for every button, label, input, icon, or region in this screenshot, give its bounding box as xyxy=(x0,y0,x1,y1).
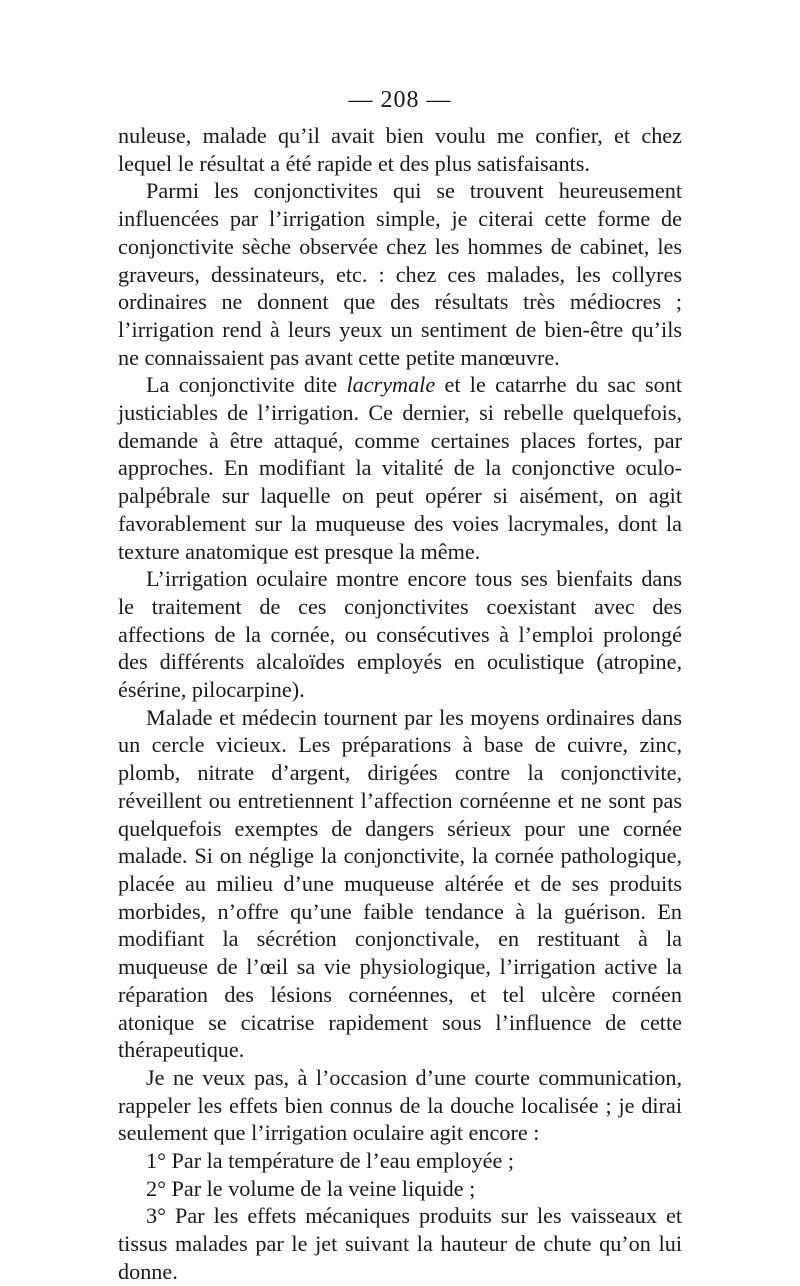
italic-term: lacrymale xyxy=(346,372,436,398)
paragraph-text-after-italic: et le catarrhe du sac sont justiciables de l’irrigation. Ce dernier, si rebelle quelquefois, demande à être attaqué, comme certaines places fortes, par approches. En modifiant la vitalité de la conjonctive oculo-palpébrale sur laquelle on peut opérer si aisément, on agit favorablement sur la muqueuse des voies lacrymales, dont la texture anatomique est presque la même. xyxy=(118,372,682,564)
page-body xyxy=(118,86,682,1286)
paragraph-continuation: nuleuse, malade qu’il avait bien voulu me confier, et chez lequel le résultat a été rapide et des plus satisfaisants. xyxy=(118,123,682,176)
paragraph-affections-cornee: L’irrigation oculaire montre encore tous ses bienfaits dans le traitement de ces conjonctivites coexistant avec des affections de la cornée, ou consécutives à l’emploi prolongé des différents alcaloïdes employés en oculistique (atropine, ésérine, pilocarpine). xyxy=(118,566,682,703)
paragraph-conjonctivite-seche: Parmi les conjonctivites qui se trouvent heureusement influencées par l’irrigation simple, je citerai cette forme de conjonctivite sèche observée chez les hommes de cabinet, les graveurs, dessinateurs, etc. : chez ces malades, les collyres ordinaires ne donnent que des résultats très médiocres ; l’irrigation rend à leurs yeux un sentiment de bien-être qu’ils ne connaissaient pas avant cette petite manœuvre. xyxy=(118,178,682,370)
paragraph-text-before-italic: La conjonctivite dite xyxy=(146,372,347,398)
paragraph-cercle-vicieux: Malade et médecin tournent par les moyens ordinaires dans un cercle vicieux. Les préparations à base de cuivre, zinc, plomb, nitrate d’argent, dirigées contre la conjonctivite, réveillent ou entretiennent l’affection cornéenne et ne sont pas quelquefois exemptes de dangers sérieux pour une cornée malade. Si on néglige la conjonctivite, la cornée pathologique, placée au milieu d’une muqueuse altérée et de ses produits morbides, n’offre qu’une faible tendance à la guérison. En modifiant la sécrétion conjonctivale, en restituant à la muqueuse de l’œil sa vie physiologique, l’irrigation active la réparation des lésions cornéennes, et tel ulcère cornéen atonique se cicatrise rapidement sous l’influence de cette thérapeutique. xyxy=(118,704,682,1063)
list-item-volume: 2° Par le volume de la veine liquide ; xyxy=(146,1175,476,1201)
paragraph-conjonctivite-lacrymale xyxy=(118,371,682,565)
list-item-effets-mecaniques: 3° Par les effets mécaniques produits sur les vaisseaux et tissus malades par le jet suivant la hauteur de chute qu’on lui donne. xyxy=(118,1203,682,1284)
list-item-temperature: 1° Par la température de l’eau employée ; xyxy=(146,1148,515,1174)
paragraph-douche-localisee: Je ne veux pas, à l’occasion d’une courte communication, rappeler les effets bien connus de la douche localisée ; je dirai seulement que l’irrigation oculaire agit encore : xyxy=(118,1064,682,1146)
page-number: — 208 — xyxy=(348,87,452,113)
